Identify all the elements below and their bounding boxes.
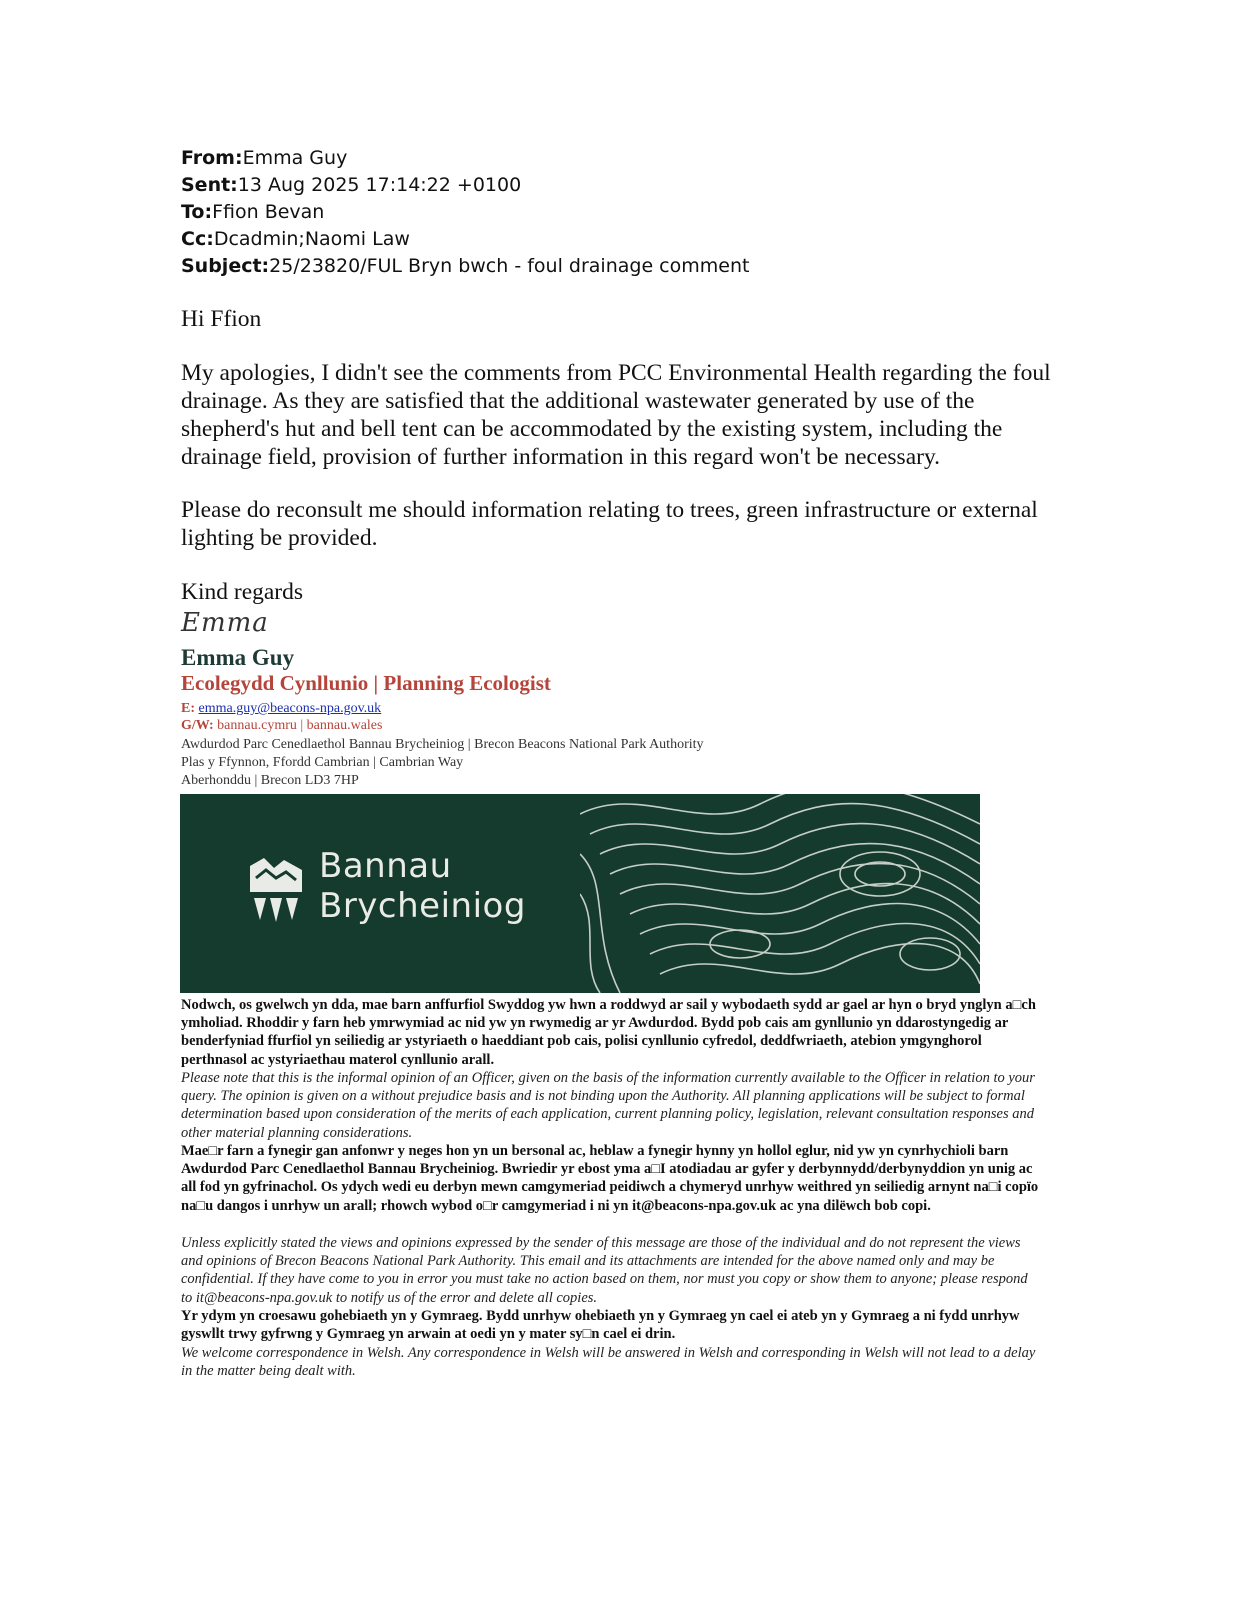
from-row: [181, 145, 1081, 172]
disclaimer-welsh-2: Mae□r farn a fynegir gan anfonwr y neges hon yn un bersonal ac, heblaw a fynegir hynny yn hollol eglur, nid yw yn cynrhychioli barn Awdurdod Parc Cenedlaethol Bannau Brycheiniog. Bwriedir yr ebost yma a□I atodiadau ar gyfer y derbynnydd/derbynyddion yn unig ac all fod yn gyfrinachol. Os ydych wedi eu derbyn mewn camgymeriad peidiwch a chymeryd unrhyw weithred yn seiliedig arnynt na□i copïo na□u dangos i unrhyw un arall; rhowch wybod o□r camgymeriad i ni yn it@beacons-npa.gov.uk ac yna dilëwch bob copi.: [181, 1143, 1039, 1214]
from-value: Emma Guy: [242, 147, 348, 169]
disclaimer-english-2: Unless explicitly stated the views and opinions expressed by the sender of this message are those of the individual and do not represent the views and opinions of Brecon Beacons National Park Authority. This email and its attachments are intended for the above named only and may be confidential. If they have come to you in error you must take no action based on them, nor must you copy or show them to anyone; please respond to it@beacons-npa.gov.uk to notify us of the error and delete all copies.: [181, 1235, 1028, 1306]
sent-label: Sent:: [181, 174, 238, 196]
disclaimer-welsh-1: Nodwch, os gwelwch yn dda, mae barn anffurfiol Swyddog yw hwn a roddwyd ar sail y wybodaeth sydd ar gael ar hyn o bryd ynglyn a□ch ymholiad. Rhoddir y farn heb ymrwymiad ac nid yw yn rwymedig ar yr Awdurdod. Bydd pob cais am gynllunio yn ddarostyngedig ar benderfyniad ffurfiol yn seiliedig ar ystyriaeth o haeddiant pob cais, polisi cynllunio cyfredol, deddfwriaeth, atebion ymgynghorol perthnasol ac ystyriaethau materol cynllunio arall.: [181, 997, 1036, 1068]
signature-address-1: Plas y Ffynnon, Ffordd Cambrian | Cambrian Way: [181, 755, 464, 770]
sent-row: [181, 172, 1081, 199]
web-links[interactable]: bannau.cymru | bannau.wales: [217, 718, 383, 733]
subject-row: [181, 253, 1081, 280]
disclaimer-english-1: Please note that this is the informal opinion of an Officer, given on the basis of the information currently available to the Officer in relation to your query. The opinion is given on a without prejudice basis and is not binding upon the Authority. All planning applications will be subject to formal determination based upon consideration of the merits of each application, current planning policy, legislation, relevant consultation responses and other material planning considerations.: [181, 1070, 1035, 1141]
to-value: Ffion Bevan: [212, 201, 325, 223]
park-logo-icon: [246, 856, 306, 926]
signature-address-2: Aberhonddu | Brecon LD3 7HP: [181, 773, 359, 788]
brand-banner: [180, 794, 980, 993]
email-label: E:: [181, 701, 195, 716]
disclaimer-english-3: We welcome correspondence in Welsh. Any correspondence in Welsh will be answered in Welsh and corresponding in Welsh will not lead to a delay in the matter being dealt with.: [181, 1345, 1036, 1380]
cc-row: [181, 226, 1081, 253]
signature-email-line: [181, 700, 381, 717]
sent-value: 13 Aug 2025 17:14:22 +0100: [237, 174, 522, 196]
email-header: [181, 145, 1081, 280]
signature-web-line: [181, 717, 382, 734]
brand-name-line2: Brycheiniog: [319, 886, 526, 926]
to-label: To:: [181, 201, 213, 223]
body-paragraph-1: My apologies, I didn't see the comments from PCC Environmental Health regarding the foul drainage. As they are satisfied that the additional wastewater generated by use of the shepherd's hut and bell tent can be accommodated by the existing system, including the drainage field, provision of further information in this regard won't be necessary.: [181, 360, 1051, 470]
closing: Kind regards: [181, 579, 304, 605]
subject-value: 25/23820/FUL Bryn bwch - foul drainage comment: [269, 255, 750, 277]
greeting: Hi Ffion: [181, 306, 262, 332]
contour-pattern-icon: [580, 794, 980, 993]
from-label: From:: [181, 147, 243, 169]
cc-label: Cc:: [181, 228, 214, 250]
subject-label: Subject:: [181, 255, 270, 277]
cc-value: Dcadmin;Naomi Law: [213, 228, 410, 250]
signature-role: Ecolegydd Cynllunio | Planning Ecologist: [181, 671, 551, 695]
signature-name: Emma Guy: [181, 645, 295, 670]
brand-name-line1: Bannau: [319, 846, 452, 886]
handwritten-signature: Emma: [181, 608, 269, 638]
disclaimer-welsh-3: Yr ydym yn croesawu gohebiaeth yn y Gymraeg. Bydd unrhyw ohebiaeth yn y Gymraeg yn cael ei ateb yn y Gymraeg a ni fydd unrhyw gyswllt trwy gyfrwng y Gymraeg yn arwain at oedi yn y mater sy□n cael ei drin.: [181, 1308, 1020, 1343]
signature-org: Awdurdod Parc Cenedlaethol Bannau Brycheiniog | Brecon Beacons National Park Authority: [181, 737, 704, 752]
to-row: [181, 199, 1081, 226]
web-label: G/W:: [181, 718, 214, 733]
body-paragraph-2: Please do reconsult me should information relating to trees, green infrastructure or external lighting be provided.: [181, 497, 1038, 551]
email-link[interactable]: emma.guy@beacons-npa.gov.uk: [198, 701, 382, 716]
